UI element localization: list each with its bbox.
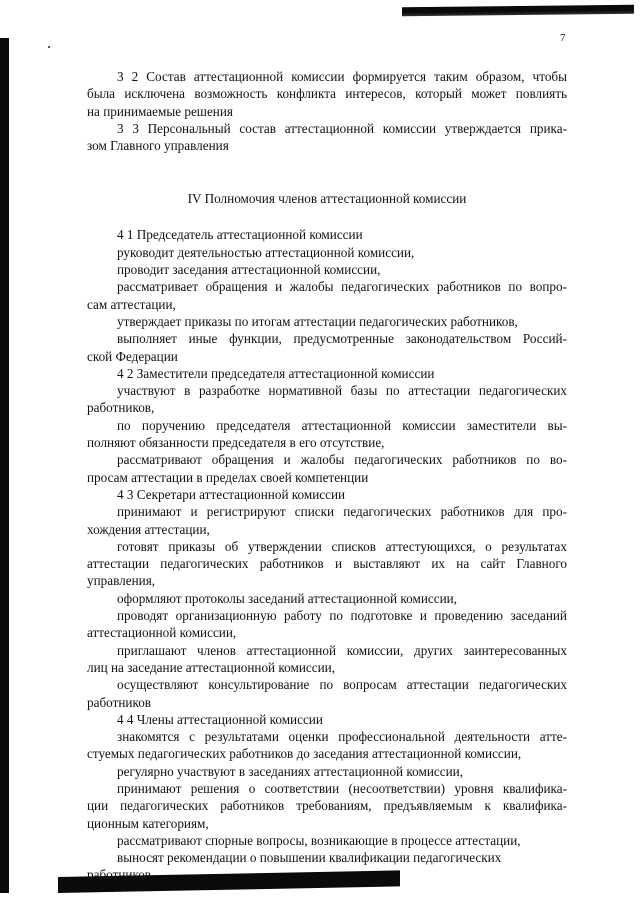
section-3-paragraphs: [87, 68, 567, 154]
section-heading: IV Полномочия членов аттестационной комиссии: [187, 191, 467, 207]
text-line: оформляют протоколы заседаний аттестационной комиссии,: [117, 590, 458, 606]
text-line: руководит деятельностью аттестационной комиссии,: [117, 244, 415, 260]
text-line: осуществляют консультирование по вопросам аттестации педагогических: [117, 677, 567, 693]
text-line: работников: [87, 867, 152, 883]
text-line: 4 4 Члены аттестационной комиссии: [117, 711, 323, 727]
text-line: знакомятся с результатами оценки профессиональной деятельности атте-: [117, 729, 567, 745]
page-number: 7: [560, 32, 566, 44]
text-line: полняют обязанности председателя в его отсутствие,: [87, 435, 385, 451]
text-line: была исключена возможность конфликта интересов, который может повлиять: [87, 86, 567, 102]
text-line: работников: [87, 694, 152, 710]
text-line: на принимаемые решения: [87, 103, 233, 119]
text-line: проводят организационную работу по подготовке и проведению заседаний: [117, 608, 567, 624]
text-line: аттестационной комиссии,: [87, 625, 237, 641]
text-line: утверждает приказы по итогам аттестации педагогических работников,: [117, 313, 518, 329]
text-line: по поручению председателя аттестационной комиссии заместители вы-: [117, 417, 567, 433]
scan-speck: [48, 46, 50, 48]
document-page: [87, 68, 567, 884]
text-line: сам аттестации,: [87, 296, 176, 312]
scan-border-top: [402, 5, 634, 16]
text-line: рассматривают спорные вопросы, возникающие в процессе аттестации,: [117, 832, 521, 848]
text-line: выносят рекомендации о повышении квалификации педагогических: [117, 850, 502, 866]
text-line: 3 2 Состав аттестационной комиссии формируется таким образом, чтобы: [117, 69, 567, 84]
scan-border-left: [0, 38, 9, 893]
text-line: 4 2 Заместители председателя аттестационной комиссии: [117, 365, 435, 381]
text-line: ционным категориям,: [87, 815, 209, 831]
text-line: управления,: [87, 573, 156, 589]
text-line: 4 3 Секретари аттестационной комиссии: [117, 486, 346, 502]
text-line: стуемых педагогических работников до заседания аттестационной комиссии,: [87, 746, 522, 762]
text-line: просам аттестации в пределах своей компетенции: [87, 469, 369, 485]
text-line: выполняет иные функции, предусмотренные законодательством Россий-: [117, 331, 567, 347]
text-line: приглашают членов аттестационной комиссии, других заинтересованных: [117, 642, 567, 658]
section-4-paragraphs: [87, 226, 567, 883]
text-line: принимают и регистрируют списки педагогических работников для про-: [117, 504, 567, 520]
text-line: аттестации педагогических работников и выставляют их на сайт Главного: [87, 556, 567, 572]
text-line: работников,: [87, 400, 155, 416]
text-line: ции педагогических работников требованиям, предъявляемым к квалифика-: [87, 798, 567, 814]
text-line: рассматривает обращения и жалобы педагогических работников по вопро-: [117, 279, 567, 295]
text-line: рассматривают обращения и жалобы педагогических работников по во-: [117, 452, 567, 468]
section-heading-block: [87, 154, 567, 226]
text-line: зом Главного управления: [87, 138, 229, 154]
text-line: проводит заседания аттестационной комиссии,: [117, 262, 381, 278]
text-line: принимают решения о соответствии (несоответствии) уровня квалифика-: [117, 780, 567, 796]
text-line: 3 3 Персональный состав аттестационной комиссии утверждается прика-: [117, 120, 567, 136]
text-line: лиц на заседание аттестационной комиссии,: [87, 659, 336, 675]
text-line: хождения аттестации,: [87, 521, 210, 537]
text-line: готовят приказы об утверждении списков аттестующихся, о результатах: [117, 538, 567, 554]
text-line: участвуют в разработке нормативной базы по аттестации педагогических: [117, 383, 567, 399]
text-line: ской Федерации: [87, 348, 178, 364]
text-line: 4 1 Председатель аттестационной комиссии: [117, 227, 363, 243]
text-line: регулярно участвуют в заседаниях аттестационной комиссии,: [117, 763, 463, 779]
